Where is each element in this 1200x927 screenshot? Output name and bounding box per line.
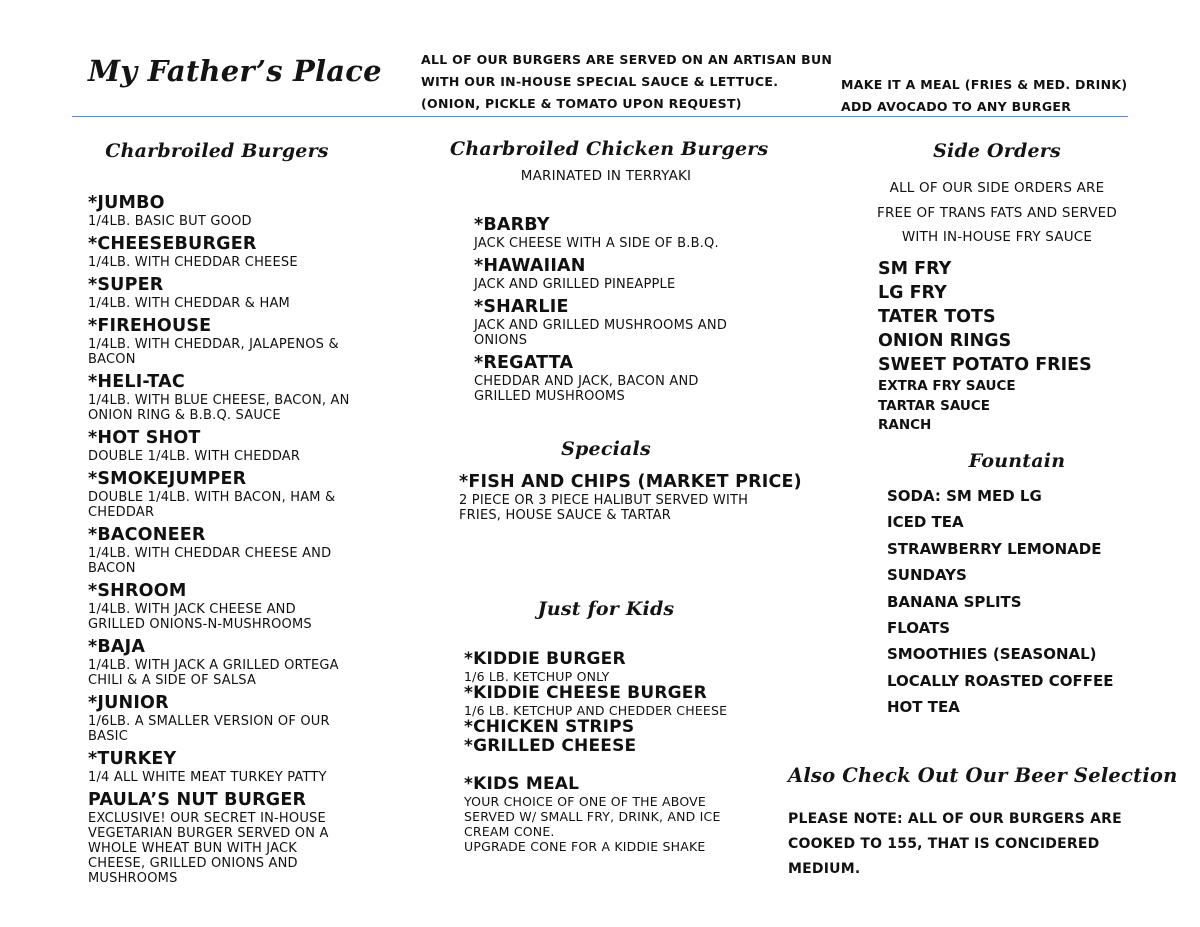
list-item: HOT TEA bbox=[887, 698, 960, 717]
menu-item bbox=[88, 275, 350, 311]
chicken-list bbox=[474, 215, 744, 409]
sauce-item: RANCH bbox=[878, 417, 932, 433]
list-item: ICED TEA bbox=[887, 513, 964, 532]
item-name: *HOT SHOT bbox=[88, 428, 201, 448]
menu-item bbox=[88, 234, 350, 270]
list-item: BANANA SPLITS bbox=[887, 592, 1022, 611]
specials-block bbox=[459, 472, 802, 528]
item-name: *HELI-TAC bbox=[88, 372, 185, 392]
sides-note-line: ALL OF OUR SIDE ORDERS ARE bbox=[889, 180, 1105, 196]
item-description: 1/4LB. WITH JACK A GRILLED ORTEGA CHILI & A SIDE OF SALSA bbox=[88, 658, 339, 688]
sides-note-line: WITH IN-HOUSE FRY SAUCE bbox=[901, 229, 1093, 245]
item-name: *KIDS MEAL bbox=[464, 774, 580, 794]
item-description: 1/6 LB. KETCHUP AND CHEDDER CHEESE bbox=[464, 703, 728, 718]
menu-item bbox=[88, 193, 350, 229]
item-name: *SHARLIE bbox=[474, 297, 569, 317]
burgers-list bbox=[88, 193, 350, 891]
kids-meal bbox=[464, 775, 749, 854]
list-item: STRAWBERRY LEMONADE bbox=[887, 539, 1102, 558]
menu-item bbox=[474, 297, 744, 348]
item-description: 1/6LB. A SMALLER VERSION OF OUR BASIC bbox=[88, 714, 330, 744]
beer-heading: Also Check Out Our Beer Selection bbox=[788, 764, 1178, 787]
item-name: *GRILLED CHEESE bbox=[464, 736, 637, 756]
item-description: 1/4LB. WITH CHEDDAR CHEESE bbox=[88, 255, 298, 270]
item-name: *SHROOM bbox=[88, 581, 187, 601]
kids-meal-upgrade: UPGRADE CONE FOR A KIDDIE SHAKE bbox=[464, 839, 706, 854]
item-name: *CHICKEN STRIPS bbox=[464, 717, 635, 737]
item-description: JACK AND GRILLED PINEAPPLE bbox=[474, 277, 676, 292]
meal-note-line: ADD AVOCADO TO ANY BURGER bbox=[841, 99, 1072, 114]
menu-item bbox=[88, 469, 350, 520]
list-item: SODA: SM MED LG bbox=[887, 487, 1042, 505]
item-description: 2 PIECE OR 3 PIECE HALIBUT SERVED WITH FRIES, HOUSE SAUCE & TARTAR bbox=[459, 493, 749, 523]
item-name: *REGATTA bbox=[474, 353, 574, 373]
menu-item bbox=[474, 215, 744, 251]
menu-item bbox=[88, 637, 350, 688]
item-name: *SMOKEJUMPER bbox=[88, 469, 247, 489]
item-description: 1/4LB. WITH CHEDDAR CHEESE AND BACON bbox=[88, 546, 332, 576]
header-divider bbox=[72, 116, 1128, 117]
sides-list bbox=[878, 257, 1092, 436]
item-name: *HAWAIIAN bbox=[474, 256, 586, 276]
menu-item bbox=[88, 316, 350, 367]
item-description: 1/4LB. BASIC BUT GOOD bbox=[88, 214, 252, 229]
list-item: SM FRY bbox=[878, 259, 952, 279]
item-name: *BARBY bbox=[474, 215, 550, 235]
menu-item bbox=[88, 581, 350, 632]
menu-item bbox=[88, 790, 350, 886]
bun-note bbox=[421, 49, 832, 115]
item-description: JACK AND GRILLED MUSHROOMS AND ONIONS bbox=[474, 318, 728, 348]
chicken-subtitle: MARINATED IN TERRYAKI bbox=[520, 168, 692, 184]
item-description: DOUBLE 1/4LB. WITH CHEDDAR bbox=[88, 449, 301, 464]
list-item: FLOATS bbox=[887, 619, 951, 638]
meal-note bbox=[841, 74, 1127, 118]
item-name: *JUMBO bbox=[88, 193, 165, 213]
sides-note bbox=[868, 176, 1126, 250]
item-description: 1/4LB. WITH CHEDDAR & HAM bbox=[88, 296, 290, 311]
burgers-heading: Charbroiled Burgers bbox=[105, 140, 329, 162]
item-description: 1/4LB. WITH BLUE CHEESE, BACON, AN ONION RING & B.B.Q. SAUCE bbox=[88, 393, 350, 423]
item-description: CHEDDAR AND JACK, BACON AND GRILLED MUSHROOMS bbox=[474, 374, 699, 404]
menu-item bbox=[88, 372, 350, 423]
bun-note-line: WITH OUR IN-HOUSE SPECIAL SAUCE & LETTUCE. bbox=[421, 74, 779, 89]
list-item: SMOOTHIES (SEASONAL) bbox=[887, 645, 1097, 664]
menu-item bbox=[88, 749, 350, 785]
item-name: *CHEESEBURGER bbox=[88, 234, 257, 254]
item-name: *FIREHOUSE bbox=[88, 316, 212, 336]
list-item: SWEET POTATO FRIES bbox=[878, 355, 1092, 375]
menu-item bbox=[464, 737, 749, 756]
meal-note-line: MAKE IT A MEAL (FRIES & MED. DRINK) bbox=[841, 77, 1128, 92]
item-description: 1/4LB. WITH JACK CHEESE AND GRILLED ONIONS-N-MUSHROOMS bbox=[88, 602, 312, 632]
item-name: *BACONEER bbox=[88, 525, 206, 545]
item-name: PAULA’S NUT BURGER bbox=[88, 790, 307, 810]
menu-item bbox=[464, 684, 749, 718]
sides-heading: Side Orders bbox=[933, 140, 1061, 162]
item-name: *KIDDIE BURGER bbox=[464, 649, 626, 669]
list-item: TATER TOTS bbox=[878, 307, 996, 327]
item-description: YOUR CHOICE OF ONE OF THE ABOVE SERVED W/ SMALL FRY, DRINK, AND ICE CREAM CONE. bbox=[464, 794, 721, 839]
restaurant-title: My Father’s Place bbox=[88, 54, 382, 88]
menu-item bbox=[88, 525, 350, 576]
item-name: *SUPER bbox=[88, 275, 164, 295]
item-name: *TURKEY bbox=[88, 749, 177, 769]
item-name: *JUNIOR bbox=[88, 693, 169, 713]
item-description: JACK CHEESE WITH A SIDE OF B.B.Q. bbox=[474, 236, 719, 251]
menu-item bbox=[88, 428, 350, 464]
item-name: *FISH AND CHIPS (MARKET PRICE) bbox=[459, 472, 802, 492]
menu-item bbox=[474, 353, 744, 404]
item-name: *KIDDIE CHEESE BURGER bbox=[464, 683, 707, 703]
list-item: LG FRY bbox=[878, 283, 947, 303]
list-item: SUNDAYS bbox=[887, 566, 967, 585]
menu-item bbox=[88, 693, 350, 744]
bun-note-line: ALL OF OUR BURGERS ARE SERVED ON AN ARTISAN BUN bbox=[421, 52, 833, 67]
kids-heading: Just for Kids bbox=[537, 598, 675, 620]
menu-item bbox=[464, 650, 749, 684]
chicken-heading: Charbroiled Chicken Burgers bbox=[450, 138, 769, 160]
item-description: 1/4LB. WITH CHEDDAR, JALAPENOS & BACON bbox=[88, 337, 339, 367]
kids-list bbox=[464, 650, 749, 854]
item-description: EXCLUSIVE! OUR SECRET IN-HOUSE VEGETARIAN BURGER SERVED ON A WHOLE WHEAT BUN WITH JACK CHEESE, GRILLED ONIONS AND MUSHROOMS bbox=[88, 811, 329, 886]
menu-item bbox=[474, 256, 744, 292]
fountain-heading: Fountain bbox=[968, 450, 1066, 472]
specials-heading: Specials bbox=[561, 438, 651, 460]
sauce-item: EXTRA FRY SAUCE bbox=[878, 378, 1016, 394]
menu-item bbox=[464, 718, 749, 737]
item-description: 1/6 LB. KETCHUP ONLY bbox=[464, 669, 610, 684]
item-description: 1/4 ALL WHITE MEAT TURKEY PATTY bbox=[88, 770, 327, 785]
item-description: DOUBLE 1/4LB. WITH BACON, HAM & CHEDDAR bbox=[88, 490, 336, 520]
bun-note-line: (ONION, PICKLE & TOMATO UPON REQUEST) bbox=[421, 96, 742, 111]
item-name: *BAJA bbox=[88, 637, 146, 657]
fountain-list bbox=[887, 483, 1113, 721]
cooking-note: PLEASE NOTE: ALL OF OUR BURGERS ARE COOKED TO 155, THAT IS CONCIDERED MEDIUM. bbox=[788, 811, 1122, 877]
list-item: ONION RINGS bbox=[878, 331, 1012, 351]
sides-note-line: FREE OF TRANS FATS AND SERVED bbox=[877, 204, 1117, 221]
list-item: LOCALLY ROASTED COFFEE bbox=[887, 671, 1114, 690]
sauce-item: TARTAR SAUCE bbox=[878, 397, 990, 414]
